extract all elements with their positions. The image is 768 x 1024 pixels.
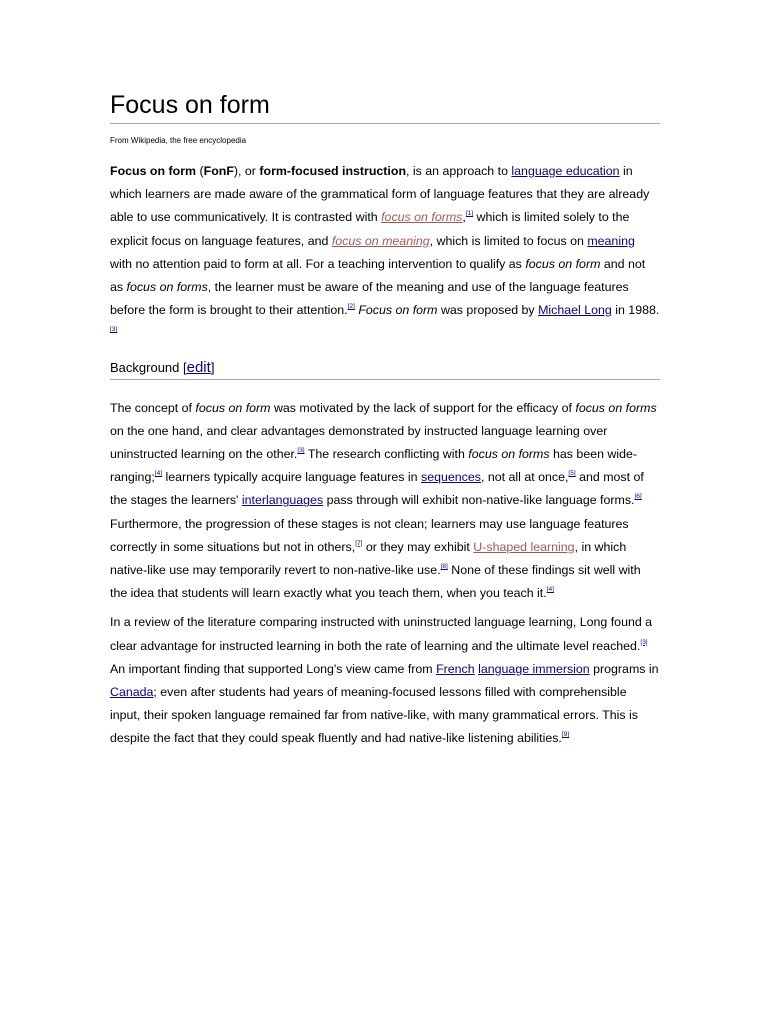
reference[interactable] — [297, 447, 304, 454]
text: or they may exhibit — [362, 539, 474, 554]
bracket: [ — [179, 359, 187, 375]
reference-link[interactable]: [6] — [634, 493, 642, 501]
page-title: Focus on form — [110, 90, 660, 124]
text: , is an approach to — [406, 164, 512, 178]
text: , — [462, 210, 466, 225]
reference-link[interactable]: [2] — [347, 303, 355, 311]
reference-link[interactable]: [3] — [110, 326, 118, 334]
reference[interactable] — [568, 470, 575, 477]
background-paragraph-2 — [110, 611, 660, 750]
link-language-immersion[interactable]: language immersion — [478, 661, 590, 676]
edit-link[interactable]: edit — [186, 358, 211, 376]
text: , in which native-like use may temporarily revert to non-native-like use. — [110, 539, 627, 578]
site-subtitle: From Wikipedia, the free encyclopedia — [110, 136, 247, 145]
text: , the learner must be aware of the meaning and use of the language features before the form is brought to their attention. — [110, 280, 629, 318]
reference-link[interactable]: [3] — [640, 638, 648, 646]
article-content — [110, 90, 660, 757]
text: in 1988. — [611, 303, 660, 318]
intro-paragraph — [110, 160, 660, 346]
reference[interactable] — [155, 470, 162, 477]
reference[interactable] — [441, 563, 448, 570]
text: pass through will exhibit non-native-like language forms. — [323, 493, 635, 508]
text: None of these findings sit well with the idea that students will learn exactly what you teach them, when you teach it. — [110, 563, 641, 601]
italic-term: focus on form — [195, 400, 271, 415]
italic-term: focus on forms — [575, 400, 657, 415]
text: which is limited solely to the explicit focus on language features, and — [110, 210, 630, 248]
reference[interactable] — [110, 326, 117, 333]
reference-link[interactable]: [9] — [561, 731, 570, 739]
italic-term: Focus on form — [358, 303, 438, 318]
link-language-education[interactable]: language education — [511, 164, 620, 178]
text: and most of the stages the learners' — [110, 470, 644, 508]
text: on the one hand, and clear advantages demonstrated by instructed language learning over uninstructed learning on the other. — [110, 423, 608, 462]
text: ), or — [233, 164, 260, 178]
link-text: focus on meaning — [331, 233, 430, 248]
text: was proposed by — [437, 303, 539, 318]
text: ( — [196, 164, 204, 178]
text: Furthermore, the progression of these stages is not clean; learners may use language features correctly in some situations but not in others, — [110, 516, 629, 554]
reference-link[interactable]: [4] — [546, 586, 554, 594]
link-u-shaped-learning[interactable]: U-shaped learning — [473, 539, 575, 554]
text: An important finding that supported Long's view came from — [110, 661, 437, 676]
bold-term: form-focused instruction — [259, 164, 407, 178]
link-text: focus on forms — [381, 210, 463, 225]
italic-term: focus on forms — [468, 447, 550, 462]
link-canada[interactable]: Canada — [110, 685, 154, 700]
text: , which is limited to focus on — [429, 233, 588, 248]
reference-link[interactable]: [3] — [297, 447, 305, 455]
text: In a review of the literature comparing instructed with uninstructed language learning, Long found a clear advantage for instructed learning in both the rate of learning and the ultimate level reached. — [110, 615, 653, 653]
text: with no attention paid to form at all. For a teaching intervention to qualify as — [110, 256, 526, 271]
link-focus-on-forms[interactable] — [381, 210, 462, 224]
reference-link[interactable]: [8] — [440, 563, 448, 571]
text: in which learners are made aware of the grammatical form of language features that they are already able to use communicatively. It is contrasted with — [110, 164, 650, 225]
italic-term: focus on form — [525, 256, 601, 271]
text: learners typically acquire language features in — [162, 470, 421, 485]
edit-section — [179, 360, 214, 375]
background-paragraph-1 — [110, 397, 660, 606]
reference[interactable] — [547, 586, 554, 593]
reference[interactable] — [634, 493, 641, 500]
text: ; even after students had years of meaning-focused lessons filled with comprehensible input, their spoken language remained far from native-like, with many grammatical errors. This is despite the fact that they could speak fluently and had native-like listening abilities. — [110, 685, 638, 746]
link-interlanguages[interactable]: interlanguages — [241, 493, 324, 508]
text: and not as — [110, 256, 646, 295]
reference[interactable] — [562, 731, 569, 738]
link-focus-on-meaning[interactable] — [332, 234, 430, 248]
reference[interactable] — [640, 639, 647, 646]
text: The research conflicting with — [304, 447, 469, 462]
text: , not all at once, — [480, 470, 569, 485]
reference-link[interactable]: [4] — [154, 470, 163, 478]
link-sequences[interactable]: sequences — [421, 470, 481, 485]
text: has been wide-ranging; — [110, 447, 638, 485]
link-french[interactable]: French — [436, 661, 475, 676]
link-meaning[interactable]: meaning — [587, 233, 635, 248]
bold-term: FonF — [203, 164, 234, 178]
bold-term: Focus on form — [110, 164, 197, 178]
reference-link[interactable]: [7] — [355, 539, 363, 547]
reference[interactable] — [348, 303, 355, 310]
text: was motivated by the lack of support for the efficacy of — [270, 400, 576, 415]
text: programs in — [589, 661, 659, 676]
section-heading-background — [110, 358, 660, 380]
section-heading-text: Background — [110, 359, 180, 375]
bracket: ] — [210, 359, 215, 375]
reference-link[interactable]: [1] — [465, 210, 474, 218]
text: The concept of — [110, 400, 196, 415]
reference[interactable] — [466, 210, 473, 217]
link-michael-long[interactable]: Michael Long — [538, 303, 612, 318]
reference-link[interactable]: [5] — [568, 470, 576, 478]
italic-term: focus on forms — [126, 280, 208, 295]
